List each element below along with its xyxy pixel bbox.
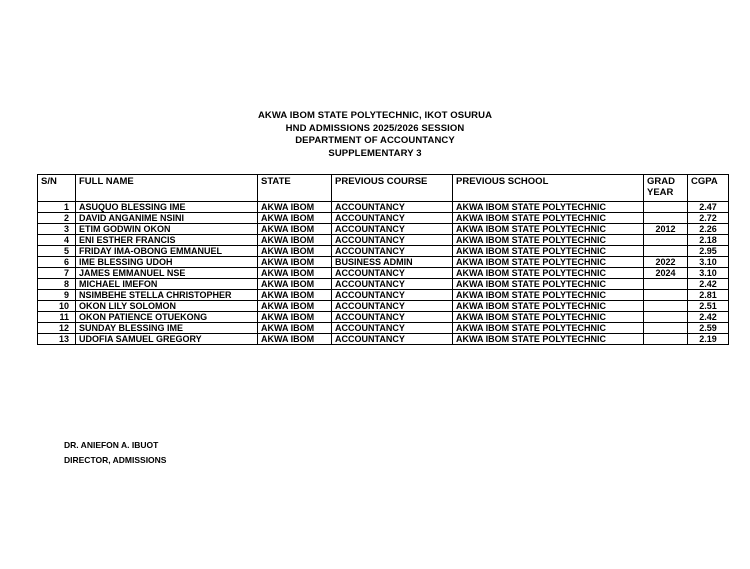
cell-previous-course: BUSINESS ADMIN: [332, 257, 453, 268]
cell-full-name: JAMES EMMANUEL NSE: [76, 268, 258, 279]
table-row: [38, 334, 729, 345]
cell-previous-course: ACCOUNTANCY: [332, 235, 453, 246]
admission-list-table: [37, 174, 729, 345]
cell-cgpa: 2.42: [688, 312, 729, 323]
cell-sn: 7: [38, 268, 76, 279]
cell-full-name: DAVID ANGANIME NSINI: [76, 213, 258, 224]
table-row: [38, 213, 729, 224]
cell-cgpa: 3.10: [688, 257, 729, 268]
cell-cgpa: 2.26: [688, 224, 729, 235]
cell-full-name: FRIDAY IMA-OBONG EMMANUEL: [76, 246, 258, 257]
cell-state: AKWA IBOM: [258, 202, 332, 213]
cell-grad-year: [644, 246, 688, 257]
list-title: SUPPLEMENTARY 3: [328, 147, 422, 159]
cell-full-name: ASUQUO BLESSING IME: [76, 202, 258, 213]
cell-previous-course: ACCOUNTANCY: [332, 213, 453, 224]
cell-previous-school: AKWA IBOM STATE POLYTECHNIC: [453, 257, 644, 268]
table-row: [38, 224, 729, 235]
cell-cgpa: 2.18: [688, 235, 729, 246]
cell-state: AKWA IBOM: [258, 290, 332, 301]
cell-previous-school: AKWA IBOM STATE POLYTECHNIC: [453, 334, 644, 345]
cell-grad-year: [644, 323, 688, 334]
column-header-full-name: FULL NAME: [76, 175, 258, 202]
cell-sn: 3: [38, 224, 76, 235]
cell-previous-school: AKWA IBOM STATE POLYTECHNIC: [453, 213, 644, 224]
cell-sn: 9: [38, 290, 76, 301]
table-row: [38, 301, 729, 312]
document-header: [0, 110, 750, 160]
cell-state: AKWA IBOM: [258, 213, 332, 224]
table-row: [38, 279, 729, 290]
cell-cgpa: 2.59: [688, 323, 729, 334]
cell-previous-school: AKWA IBOM STATE POLYTECHNIC: [453, 268, 644, 279]
column-header-previous-school: PREVIOUS SCHOOL: [453, 175, 644, 202]
cell-full-name: NSIMBEHE STELLA CHRISTOPHER: [76, 290, 258, 301]
cell-sn: 10: [38, 301, 76, 312]
signature-block: [64, 438, 166, 468]
table-row: [38, 246, 729, 257]
cell-previous-course: ACCOUNTANCY: [332, 312, 453, 323]
cell-previous-school: AKWA IBOM STATE POLYTECHNIC: [453, 301, 644, 312]
cell-full-name: OKON LILY SOLOMON: [76, 301, 258, 312]
cell-previous-school: AKWA IBOM STATE POLYTECHNIC: [453, 202, 644, 213]
signatory-name: DR. ANIEFON A. IBUOT: [64, 440, 159, 450]
cell-grad-year: 2022: [644, 257, 688, 268]
cell-state: AKWA IBOM: [258, 257, 332, 268]
cell-cgpa: 3.10: [688, 268, 729, 279]
cell-cgpa: 2.47: [688, 202, 729, 213]
signatory-title: DIRECTOR, ADMISSIONS: [64, 455, 167, 465]
cell-full-name: MICHAEL IMEFON: [76, 279, 258, 290]
cell-grad-year: [644, 202, 688, 213]
cell-sn: 8: [38, 279, 76, 290]
cell-sn: 1: [38, 202, 76, 213]
cell-cgpa: 2.19: [688, 334, 729, 345]
cell-state: AKWA IBOM: [258, 268, 332, 279]
cell-sn: 4: [38, 235, 76, 246]
cell-state: AKWA IBOM: [258, 312, 332, 323]
cell-previous-course: ACCOUNTANCY: [332, 301, 453, 312]
table-row: [38, 235, 729, 246]
cell-previous-course: ACCOUNTANCY: [332, 224, 453, 235]
column-header-grad-year: GRAD YEAR: [644, 175, 688, 202]
cell-previous-school: AKWA IBOM STATE POLYTECHNIC: [453, 279, 644, 290]
cell-previous-course: ACCOUNTANCY: [332, 323, 453, 334]
cell-cgpa: 2.51: [688, 301, 729, 312]
cell-full-name: ETIM GODWIN OKON: [76, 224, 258, 235]
cell-sn: 12: [38, 323, 76, 334]
cell-grad-year: [644, 334, 688, 345]
cell-state: AKWA IBOM: [258, 246, 332, 257]
table-row: [38, 290, 729, 301]
cell-sn: 5: [38, 246, 76, 257]
column-header-cgpa: CGPA: [688, 175, 729, 202]
column-header-previous-course: PREVIOUS COURSE: [332, 175, 453, 202]
cell-cgpa: 2.42: [688, 279, 729, 290]
table-body: [38, 202, 729, 345]
cell-grad-year: [644, 235, 688, 246]
institution-name: AKWA IBOM STATE POLYTECHNIC, IKOT OSURUA: [257, 110, 493, 121]
cell-previous-school: AKWA IBOM STATE POLYTECHNIC: [453, 323, 644, 334]
cell-cgpa: 2.72: [688, 213, 729, 224]
cell-state: AKWA IBOM: [258, 235, 332, 246]
cell-previous-school: AKWA IBOM STATE POLYTECHNIC: [453, 246, 644, 257]
table-row: [38, 202, 729, 213]
cell-previous-school: AKWA IBOM STATE POLYTECHNIC: [453, 235, 644, 246]
cell-sn: 11: [38, 312, 76, 323]
cell-grad-year: [644, 312, 688, 323]
cell-cgpa: 2.81: [688, 290, 729, 301]
cell-grad-year: [644, 279, 688, 290]
cell-previous-school: AKWA IBOM STATE POLYTECHNIC: [453, 312, 644, 323]
cell-grad-year: 2012: [644, 224, 688, 235]
cell-state: AKWA IBOM: [258, 279, 332, 290]
cell-state: AKWA IBOM: [258, 301, 332, 312]
cell-previous-course: ACCOUNTANCY: [332, 279, 453, 290]
cell-full-name: SUNDAY BLESSING IME: [76, 323, 258, 334]
department-name: DEPARTMENT OF ACCOUNTANCY: [295, 135, 455, 147]
cell-previous-course: ACCOUNTANCY: [332, 334, 453, 345]
cell-grad-year: [644, 301, 688, 312]
column-header-sn: S/N: [38, 175, 76, 202]
cell-grad-year: [644, 290, 688, 301]
cell-sn: 2: [38, 213, 76, 224]
table-row: [38, 323, 729, 334]
cell-sn: 13: [38, 334, 76, 345]
cell-state: AKWA IBOM: [258, 323, 332, 334]
table-header-row: [38, 175, 729, 202]
cell-state: AKWA IBOM: [258, 224, 332, 235]
cell-previous-school: AKWA IBOM STATE POLYTECHNIC: [453, 290, 644, 301]
cell-sn: 6: [38, 257, 76, 268]
cell-grad-year: 2024: [644, 268, 688, 279]
cell-full-name: IME BLESSING UDOH: [76, 257, 258, 268]
cell-full-name: OKON PATIENCE OTUEKONG: [76, 312, 258, 323]
cell-previous-course: ACCOUNTANCY: [332, 246, 453, 257]
cell-full-name: ENI ESTHER FRANCIS: [76, 235, 258, 246]
cell-previous-course: ACCOUNTANCY: [332, 290, 453, 301]
column-header-state: STATE: [258, 175, 332, 202]
cell-cgpa: 2.95: [688, 246, 729, 257]
cell-state: AKWA IBOM: [258, 334, 332, 345]
table-row: [38, 268, 729, 279]
table-row: [38, 257, 729, 268]
cell-previous-course: ACCOUNTANCY: [332, 202, 453, 213]
cell-full-name: UDOFIA SAMUEL GREGORY: [76, 334, 258, 345]
admission-session: HND ADMISSIONS 2025/2026 SESSION: [285, 122, 465, 134]
cell-grad-year: [644, 213, 688, 224]
table-row: [38, 312, 729, 323]
cell-previous-course: ACCOUNTANCY: [332, 268, 453, 279]
cell-previous-school: AKWA IBOM STATE POLYTECHNIC: [453, 224, 644, 235]
